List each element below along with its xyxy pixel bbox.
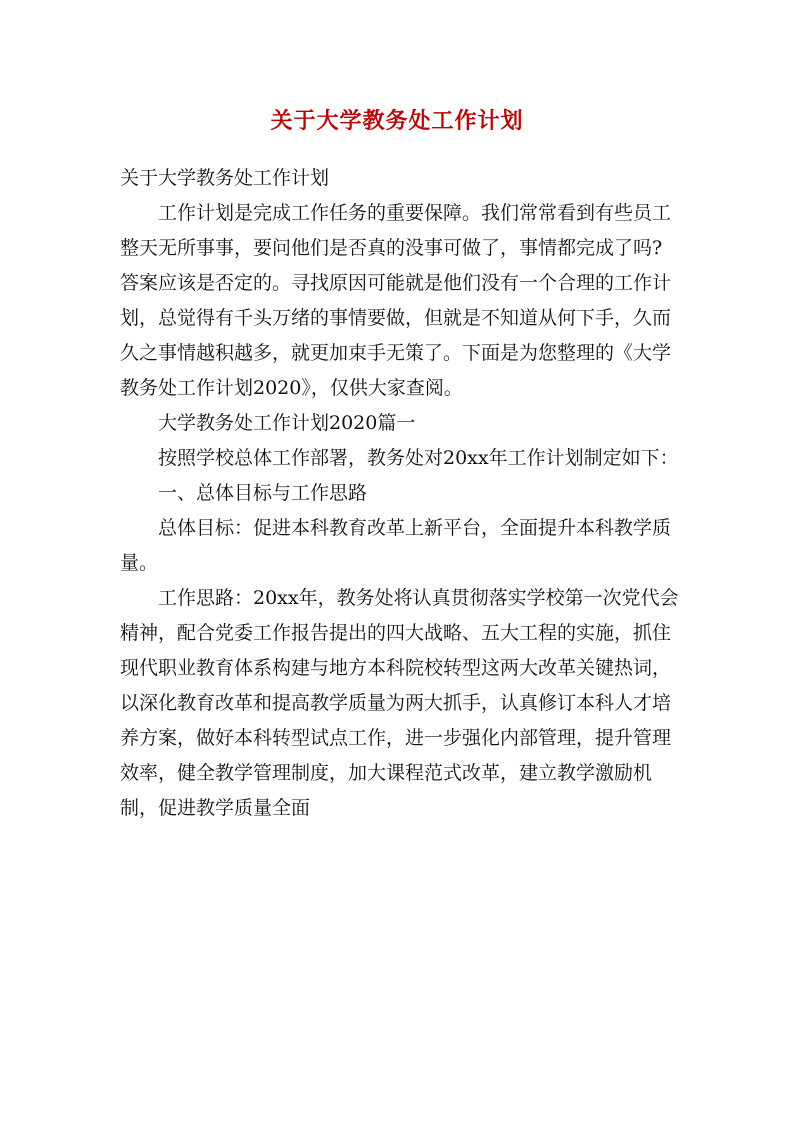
intro-paragraph: 工作计划是完成工作任务的重要保障。我们常常看到有些员工整天无所事事，要问他们是否真的没事可做了，事情都完成了吗?答案应该是否定的。寻找原因可能就是他们没有一个合理的工作计划，总觉得有千头万绪的事情要做，但就是不知道从何下手，久而久之事情越积越多，就更加束手无策了。下面是为您整理的《大学教务处工作计划2020》，仅供大家查阅。	[120, 202, 672, 399]
approach-paragraph: 工作思路：20xx年，教务处将认真贯彻落实学校第一次党代会精神，配合党委工作报告提出的四大战略、五大工程的实施，抓住现代职业教育体系构建与地方本科院校转型这两大改革关键热词，以深化教育改革和提高教学质量为两大抓手，认真修订本科人才培养方案，做好本科转型试点工作，进一步强化内部管理，提升管理效率，健全教学管理制度，加大课程范式改革，建立教学激励机制，促进教学质量全面	[120, 587, 679, 819]
section-title: 大学教务处工作计划2020篇一	[158, 412, 416, 434]
plan-paragraph: 按照学校总体工作部署，教务处对20xx年工作计划制定如下：	[158, 447, 679, 469]
document-body	[120, 161, 680, 826]
subheading-goals: 一、总体目标与工作思路	[158, 482, 368, 504]
document-title: 关于大学教务处工作计划	[270, 108, 524, 134]
body-heading: 关于大学教务处工作计划	[120, 167, 330, 189]
goal-paragraph: 总体目标：促进本科教育改革上新平台，全面提升本科教学质量。	[120, 517, 672, 574]
